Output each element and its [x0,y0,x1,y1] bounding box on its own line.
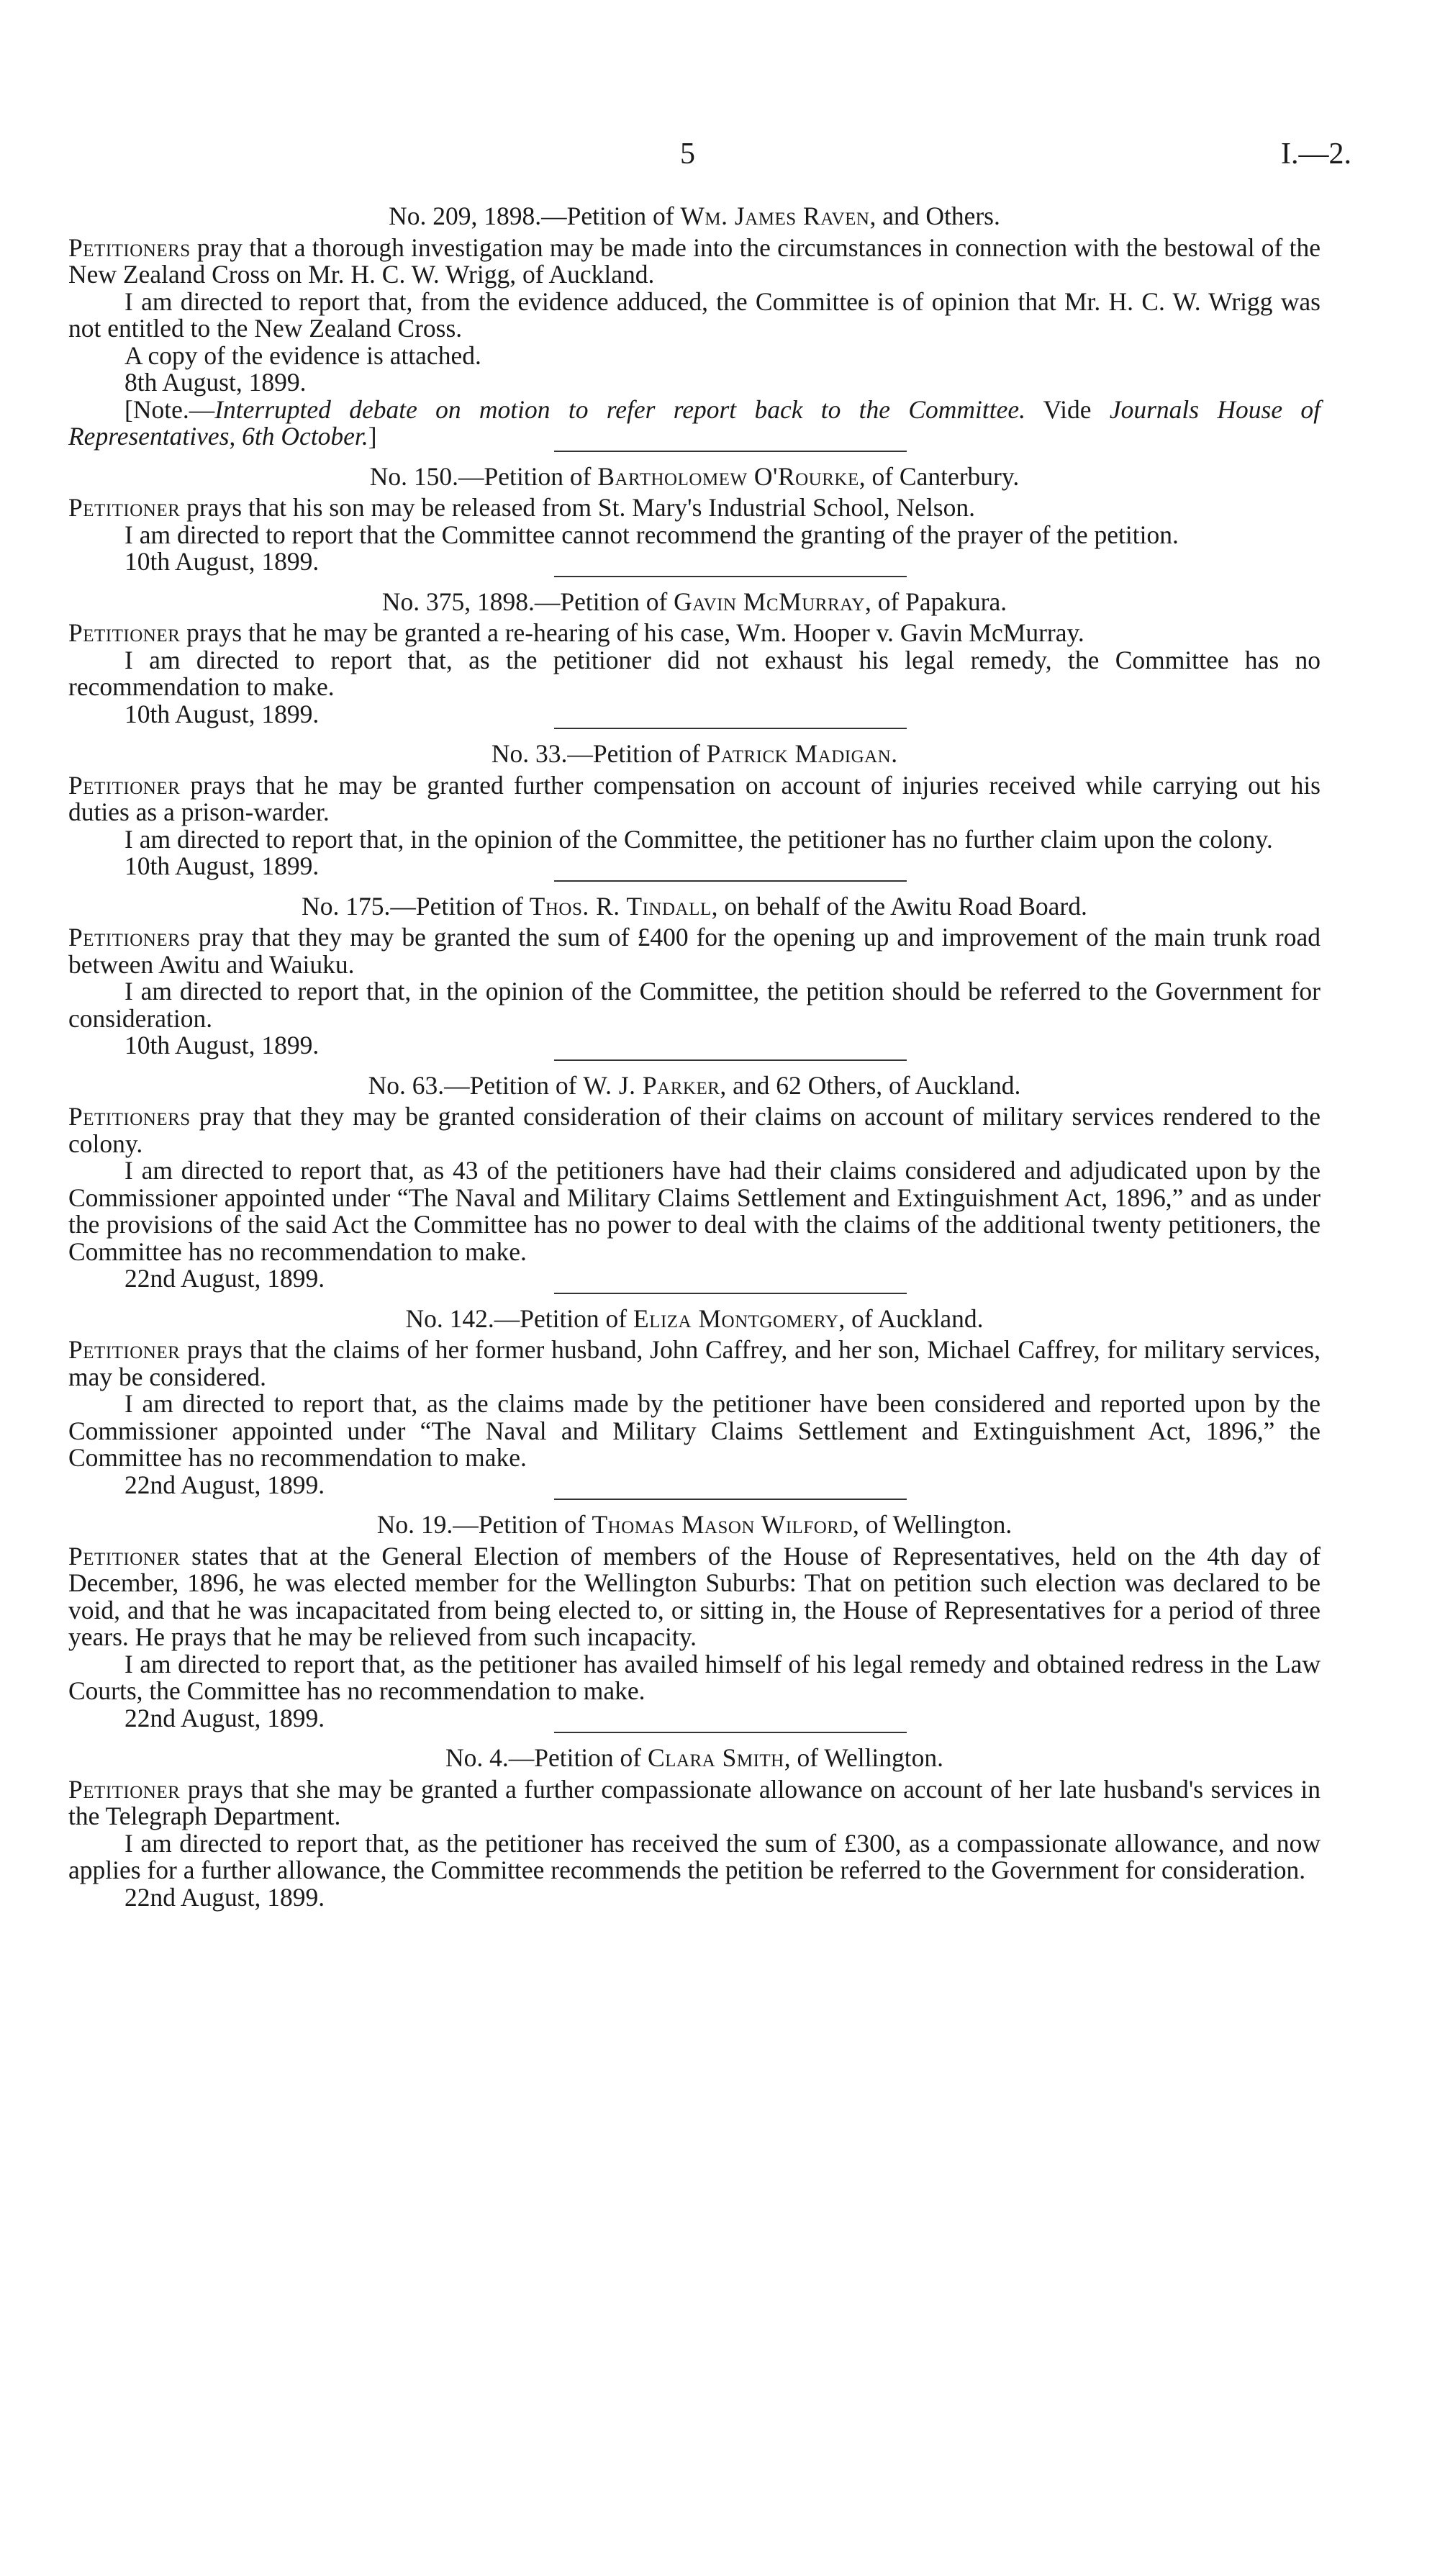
report-date: 10th August, 1899. [124,1031,320,1059]
petition-prayer: Petitioner prays that he may be granted further compensation on account of injuries received while carrying out his duties as a prison-warder. [68,770,1321,826]
report-extra: A copy of the evidence is attached. [124,340,481,370]
petitioner-name: Wm. James Raven [680,202,870,230]
section-divider [554,1059,907,1061]
report-date: 22nd August, 1899. [124,1264,325,1293]
petitioner-name: Gavin McMurray [674,587,865,616]
petition-entry [68,1303,1321,1499]
petition-entry [68,1072,1321,1293]
petitioner-name: Thomas Mason Wilford [592,1510,853,1539]
petition-entry [68,1511,1321,1732]
petition-prayer: Petitioner prays that she may be granted a further compassionate allowance on account of her late husband's services in the Telegraph Department. [68,1774,1321,1830]
petition-prayer: Petitioner states that at the General Election of members of the House of Representatives, held on the 4th day of December, 1896, he was elected member for the Wellington Suburbs: That on petition such election was declared to be void, and that he was incapacitated from being elected to, or sitting in, the House of Representatives for a period of three years. He prays that he may be relieved from such incapacity. [68,1541,1321,1651]
committee-report: I am directed to report that, as the claims made by the petitioner have been considered and reported upon by the Commissioner appointed under “The Naval and Military Claims Settlement and Extinguishment Act, 1896,” the Committee has no recommendation to make. [68,1389,1321,1472]
petition-entry [68,203,1321,451]
petition-title: No. 19.—Petition of Thomas Mason Wilford, of Wellington. [376,1510,1013,1539]
petition-prayer: Petitioner prays that he may be granted a re-hearing of his case, Wm. Hooper v. Gavin McMurray. [68,618,1084,647]
petition-title: No. 375, 1898.—Petition of Gavin McMurray, of Papakura. [381,587,1007,616]
section-divider [554,880,907,882]
committee-report: I am directed to report that, in the opinion of the Committee, the petitioner has no further claim upon the colony. [124,824,1273,854]
report-date: 10th August, 1899. [124,547,320,576]
petition-title: No. 4.—Petition of Clara Smith, of Wellington. [445,1743,944,1772]
section-divider [554,728,907,729]
report-date: 22nd August, 1899. [124,1882,325,1912]
committee-report: I am directed to report that, as the petitioner did not exhaust his legal remedy, the Committee has no recommendation to make. [68,645,1321,701]
committee-report: I am directed to report that, from the evidence adduced, the Committee is of opinion that Mr. H. C. W. Wrigg was not entitled to the New Zealand Cross. [68,286,1321,343]
petition-entry [68,893,1321,1059]
petition-entry [68,589,1321,728]
petitioner-name: Patrick Madigan [706,739,892,768]
petitioner-name: Eliza Montgomery [633,1303,839,1333]
committee-report: I am directed to report that, in the opinion of the Committee, the petition should be referred to the Government for consideration. [68,977,1321,1033]
committee-report: I am directed to report that, as the petitioner has received the sum of £300, as a compassionate allowance, and now applies for a further allowance, the Committee recommends the petition be referred to the Government for consideration. [68,1828,1321,1884]
petitioner-name: Clara Smith [648,1743,784,1772]
petition-title: No. 209, 1898.—Petition of Wm. James Raven, and Others. [389,202,1000,230]
document-reference: I.—2. [1281,137,1351,171]
petitioner-name: W. J. Parker [583,1070,720,1100]
report-date: 22nd August, 1899. [124,1703,325,1732]
petition-prayer: Petitioners pray that they may be granted consideration of their claims on account of military services rendered to the colony. [68,1102,1321,1158]
petition-title: No. 142.—Petition of Eliza Montgomery, of Auckland. [405,1303,984,1333]
petition-prayer: Petitioners pray that they may be granted the sum of £400 for the opening up and improvement of the main trunk road between Awitu and Waiuku. [68,923,1321,979]
report-date: 22nd August, 1899. [124,1470,325,1499]
petition-prayer: Petitioner prays that his son may be released from St. Mary's Industrial School, Nelson. [68,493,975,522]
petition-entry [68,461,1321,576]
report-date: 10th August, 1899. [124,851,320,880]
petition-entry [68,1745,1321,1911]
section-divider [554,451,907,452]
committee-report: I am directed to report that the Committee cannot recommend the granting of the prayer of the petition. [124,520,1179,549]
petition-prayer: Petitioner prays that the claims of her former husband, John Caffrey, and her son, Michael Caffrey, for military services, may be considered. [68,1335,1321,1391]
petition-title: No. 150.—Petition of Bartholomew O'Rourke, of Canterbury. [369,461,1020,491]
committee-report: I am directed to report that, as 43 of the petitioners have had their claims considered and adjudicated upon by the Commissioner appointed under “The Naval and Military Claims Settlement and Extinguishment Act, 1896,” and as under the provisions of the said Act the Committee has no power to deal with the claims of the additional twenty petitioners, the Committee has no recommendation to make. [68,1156,1321,1266]
page-header [0,137,1445,180]
petition-entry [68,741,1321,880]
report-date: 8th August, 1899. [124,368,307,397]
petition-title: No. 175.—Petition of Thos. R. Tindall, on behalf of the Awitu Road Board. [302,891,1087,921]
petitions-list [68,203,1321,1911]
section-divider [554,1499,907,1500]
report-date: 10th August, 1899. [124,699,320,728]
petition-prayer: Petitioners pray that a thorough investigation may be made into the circumstances in connection with the bestowal of the New Zealand Cross on Mr. H. C. W. Wrigg, of Auckland. [68,232,1321,289]
petition-title: No. 33.—Petition of Patrick Madigan. [491,739,898,768]
section-divider [554,1732,907,1733]
committee-report: I am directed to report that, as the petitioner has availed himself of his legal remedy and obtained redress in the Law Courts, the Committee has no recommendation to make. [68,1649,1321,1705]
page-number: 5 [680,137,695,171]
petition-title: No. 63.—Petition of W. J. Parker, and 62 Others, of Auckland. [368,1070,1021,1100]
report-note: [Note.—Interrupted debate on motion to refer report back to the Committee. Vide Journals House of Representatives, 6th October.] [68,394,1321,451]
section-divider [554,576,907,577]
section-divider [554,1293,907,1294]
petitioner-name: Bartholomew O'Rourke [597,461,859,491]
petitioner-name: Thos. R. Tindall [529,891,712,921]
